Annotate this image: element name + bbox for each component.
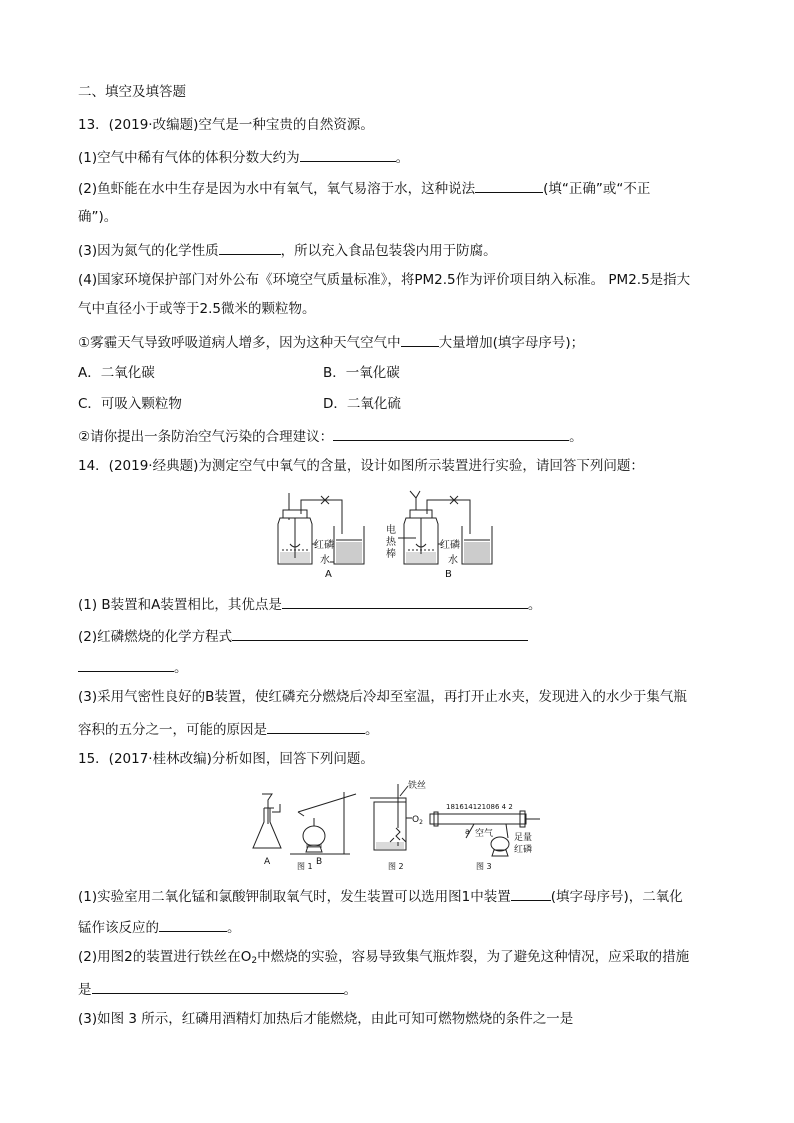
q14-apparatus-figure <box>270 488 520 580</box>
fig15-air: 空气 <box>475 829 494 839</box>
fig14-red-phosphorus-a: 红磷 <box>314 540 334 551</box>
fig15-caption-2: 图 2 <box>388 862 404 871</box>
fig15-label-a: A <box>264 857 271 867</box>
answer-blank[interactable] <box>282 594 528 609</box>
answer-blank[interactable] <box>232 626 528 641</box>
q14-part2-line2: 。 <box>78 657 188 677</box>
answer-blank[interactable] <box>300 147 396 162</box>
fig14-water-a: 水 <box>320 555 330 566</box>
fig14-label-b: B <box>445 569 452 580</box>
answer-blank[interactable] <box>267 719 365 734</box>
answer-blank[interactable] <box>401 332 439 347</box>
section-title: 二、填空及填答题 <box>78 84 186 100</box>
q13-part1: (1)空气中稀有气体的体积分数大约为 。 <box>78 147 409 167</box>
answer-blank[interactable] <box>159 917 227 932</box>
fig15-caption-1: 图 1 <box>297 862 313 871</box>
fig14-red-phosphorus-b: 红磷 <box>440 540 460 551</box>
fig15-oxygen: $O_2$ <box>412 815 423 826</box>
q14-part3-line1: (3)采用气密性良好的B装置，使红磷充分燃烧后冷却至室温，再打开止水夹，发现进入的水少于集气瓶 <box>78 689 687 705</box>
q13-part2-line2: 确”)。 <box>78 209 118 225</box>
q15-part3: (3)如图 3 所示，红磷用酒精灯加热后才能燃烧，由此可知可燃物燃烧的条件之一是 <box>78 1011 574 1027</box>
fig14-electric-rod-3: 棒 <box>386 549 396 560</box>
q13-part4-line2: 气中直径小于或等于2.5微米的颗粒物。 <box>78 301 316 317</box>
q13-part4-sub1: ①雾霾天气导致呼吸道病人增多，因为这种天气空气中 大量增加(填字母序号)； <box>78 332 584 352</box>
answer-blank[interactable] <box>511 886 551 901</box>
fig15-sufficient: 足量 <box>514 833 533 843</box>
q13-part4-sub2: ②请你提出一条防治空气污染的合理建议： 。 <box>78 426 583 446</box>
fig14-label-a: A <box>325 569 332 580</box>
fig15-iron-wire: 铁丝 <box>408 781 427 791</box>
option-a: A．二氧化碳 <box>78 365 155 381</box>
answer-blank[interactable] <box>219 240 281 255</box>
q15-part2-line1: (2)用图2的装置进行铁丝在$O_2$中燃烧的实验，容易导致集气瓶炸裂，为了避免这种情况，应采取的措施 <box>78 949 690 966</box>
q15-apparatus-figure <box>250 778 550 872</box>
q13-stem: 13．(2019·改编题)空气是一种宝贵的自然资源。 <box>78 117 374 133</box>
option-b: B．一氧化碳 <box>323 365 400 381</box>
q13-options-row1 <box>78 364 400 382</box>
answer-blank[interactable] <box>475 178 543 193</box>
fig14-electric-rod-2: 热 <box>386 537 396 548</box>
q15-part1-line2: 锰作该反应的 。 <box>78 917 241 937</box>
q15-part1-line1: (1)实验室用二氧化锰和氯酸钾制取氧气时，发生装置可以选用图1中装置 (填字母序号)，二氧化 <box>78 886 683 906</box>
fig15-scale-marks: 181614121086 4 2 <box>446 803 513 811</box>
fig15-caption-3: 图 3 <box>476 862 492 871</box>
fig15-label-b: B <box>316 857 323 867</box>
q15-part2-line2: 是 。 <box>78 979 357 999</box>
answer-blank[interactable] <box>92 979 344 994</box>
answer-blank[interactable] <box>78 657 174 672</box>
q15-stem: 15．(2017·桂林改编)分析如图，回答下列问题。 <box>78 751 374 767</box>
q13-part2-line1: (2)鱼虾能在水中生存是因为水中有氧气，氧气易溶于水，这种说法 (填“正确”或“不正 <box>78 178 650 198</box>
q13-options-row2 <box>78 395 401 413</box>
option-d: D．二氧化硫 <box>323 396 401 412</box>
fig14-water-b: 水 <box>448 555 458 566</box>
fig15-red-phosphorus: 红磷 <box>514 845 533 855</box>
q14-stem: 14．(2019·经典题)为测定空气中氧气的含量，设计如图所示装置进行实验，请回答下列问题： <box>78 458 644 474</box>
fig14-electric-rod-1: 电 <box>386 525 396 536</box>
q13-part4-line1: (4)国家环境保护部门对外公布《环境空气质量标准》，将PM2.5作为评价项目纳入标准。 PM2.5是指大 <box>78 272 691 288</box>
q14-part1: (1) B装置和A装置相比，其优点是 。 <box>78 594 541 614</box>
q14-part3-line2: 容积的五分之一，可能的原因是 。 <box>78 719 379 739</box>
fig15-a-mark: a <box>465 827 470 836</box>
answer-blank[interactable] <box>333 426 569 441</box>
q13-part3: (3)因为氮气的化学性质 ，所以充入食品包装袋内用于防腐。 <box>78 240 497 260</box>
option-c: C．可吸入颗粒物 <box>78 396 182 412</box>
q14-part2-line1: (2)红磷燃烧的化学方程式 <box>78 626 528 646</box>
